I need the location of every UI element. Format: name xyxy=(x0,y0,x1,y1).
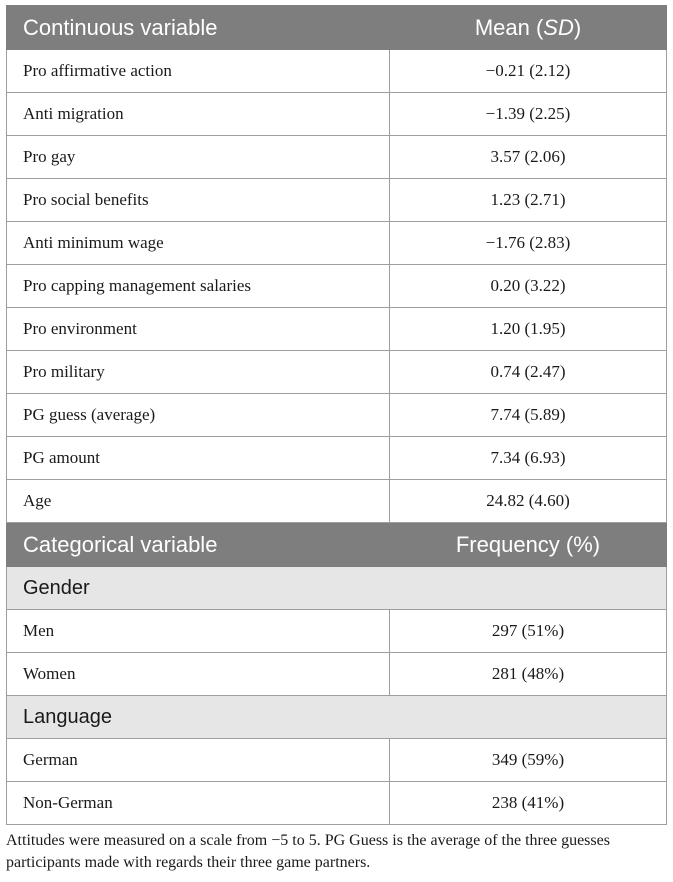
row-value: 0.74 (2.47) xyxy=(390,351,667,394)
mean-header-suffix: ) xyxy=(573,14,582,40)
row-value: 0.20 (3.22) xyxy=(390,265,667,308)
row-value: 238 (41%) xyxy=(390,782,667,825)
group-label: Language xyxy=(7,696,667,739)
row-label: Men xyxy=(7,610,390,653)
table-row xyxy=(7,179,667,222)
row-value: 297 (51%) xyxy=(390,610,667,653)
row-value: 349 (59%) xyxy=(390,739,667,782)
table-row xyxy=(7,93,667,136)
row-value: −0.21 (2.12) xyxy=(390,50,667,93)
row-label: German xyxy=(7,739,390,782)
row-label: PG amount xyxy=(7,437,390,480)
continuous-variable-header: Continuous variable xyxy=(7,6,390,50)
frequency-header: Frequency (%) xyxy=(390,523,667,567)
table-row xyxy=(7,308,667,351)
row-label: Non-German xyxy=(7,782,390,825)
row-label: Age xyxy=(7,480,390,523)
table-row xyxy=(7,394,667,437)
row-value: −1.39 (2.25) xyxy=(390,93,667,136)
row-label: Anti migration xyxy=(7,93,390,136)
table-row xyxy=(7,136,667,179)
mean-sd-header xyxy=(390,6,667,50)
table-row xyxy=(7,437,667,480)
mean-header-prefix: Mean ( xyxy=(474,14,544,40)
row-label: Pro affirmative action xyxy=(7,50,390,93)
row-value: 281 (48%) xyxy=(390,653,667,696)
row-label: PG guess (average) xyxy=(7,394,390,437)
row-value: 7.74 (5.89) xyxy=(390,394,667,437)
continuous-header-row xyxy=(7,6,667,50)
sd-header-italic: SD xyxy=(543,14,574,40)
statistics-table xyxy=(6,5,667,825)
row-label: Pro social benefits xyxy=(7,179,390,222)
row-value: 7.34 (6.93) xyxy=(390,437,667,480)
row-label: Pro gay xyxy=(7,136,390,179)
table-row xyxy=(7,480,667,523)
row-label: Women xyxy=(7,653,390,696)
group-row-gender xyxy=(7,567,667,610)
table-row xyxy=(7,610,667,653)
row-label: Anti minimum wage xyxy=(7,222,390,265)
row-value: 24.82 (4.60) xyxy=(390,480,667,523)
row-value: 1.23 (2.71) xyxy=(390,179,667,222)
group-label: Gender xyxy=(7,567,667,610)
categorical-header-row xyxy=(7,523,667,567)
table-footnote: Attitudes were measured on a scale from −5 to 5. PG Guess is the average of the three guesses participants made with regards their three game partners. xyxy=(6,832,610,871)
table-row xyxy=(7,782,667,825)
row-label: Pro environment xyxy=(7,308,390,351)
row-value: −1.76 (2.83) xyxy=(390,222,667,265)
row-value: 1.20 (1.95) xyxy=(390,308,667,351)
row-value: 3.57 (2.06) xyxy=(390,136,667,179)
group-row-language xyxy=(7,696,667,739)
table-row xyxy=(7,222,667,265)
table-row xyxy=(7,739,667,782)
table-row xyxy=(7,50,667,93)
categorical-variable-header: Categorical variable xyxy=(7,523,390,567)
row-label: Pro military xyxy=(7,351,390,394)
table-row xyxy=(7,265,667,308)
table-row xyxy=(7,653,667,696)
table-row xyxy=(7,351,667,394)
row-label: Pro capping management salaries xyxy=(7,265,390,308)
